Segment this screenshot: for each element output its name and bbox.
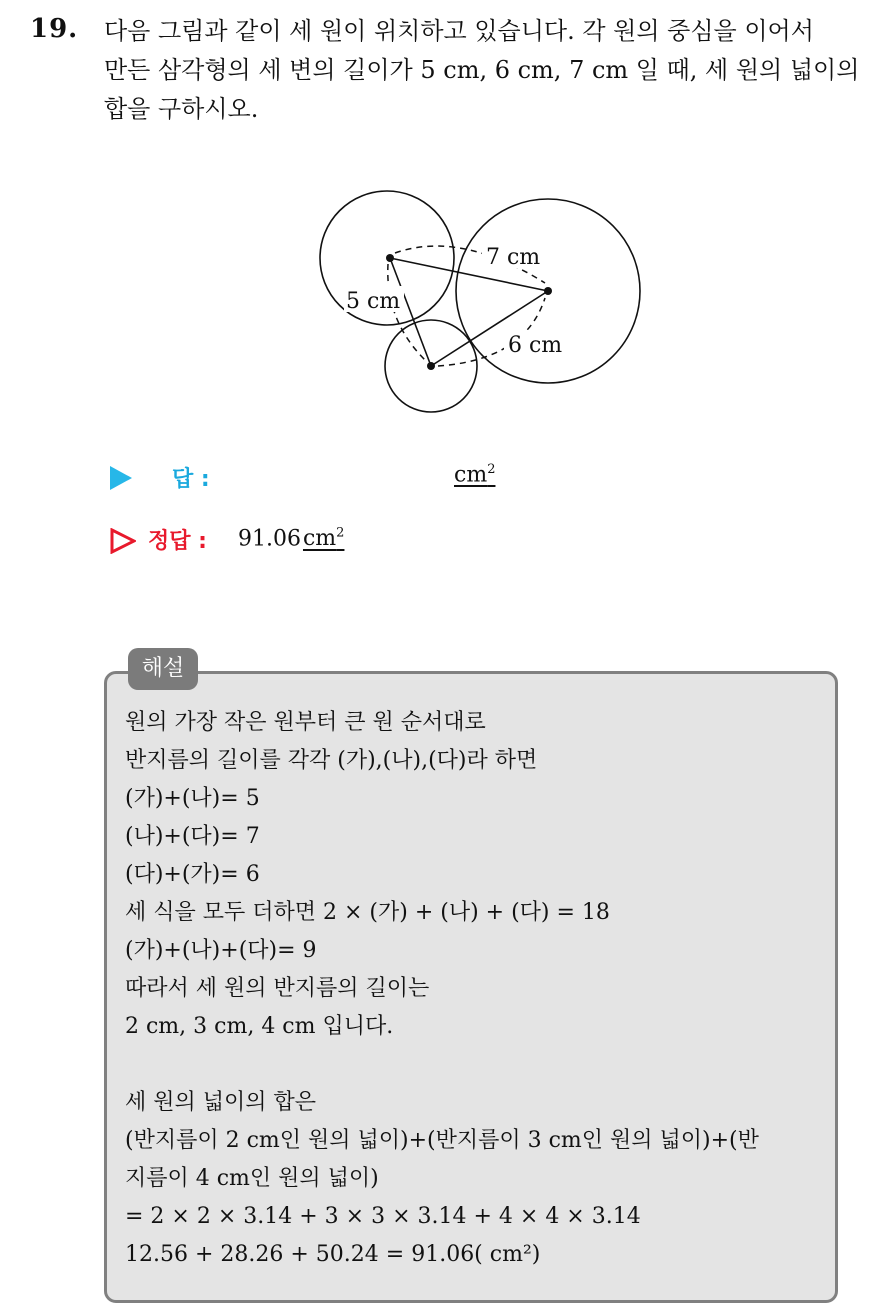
solution-line: = 2 × 2 × 3.14 + 3 × 3 × 3.14 + 4 × 4 × 3.14 bbox=[125, 1204, 641, 1229]
correct-unit-text: cm bbox=[302, 526, 337, 552]
solution-line: (다)+(가)= 6 bbox=[125, 862, 260, 887]
solution-line: 지름이 4 cm인 원의 넓이) bbox=[125, 1166, 379, 1191]
correct-unit-exponent: 2 bbox=[336, 526, 345, 541]
solution-line-blank bbox=[125, 1046, 837, 1084]
label-7cm: 7 cm bbox=[486, 245, 541, 270]
question-line: 합을 구하시오. bbox=[104, 95, 259, 123]
solution-line: 따라서 세 원의 반지름의 길이는 bbox=[125, 976, 430, 1001]
label-6cm: 6 cm bbox=[508, 333, 563, 358]
answer-unit-exponent: 2 bbox=[487, 462, 496, 477]
label-5cm: 5 cm bbox=[346, 289, 401, 314]
center-dot-small bbox=[427, 362, 435, 370]
question-number: 19. bbox=[30, 14, 79, 44]
correct-value-number: 91.06 bbox=[238, 526, 301, 552]
correct-answer-label: 정답 : bbox=[148, 529, 207, 554]
correct-answer-row bbox=[110, 524, 530, 558]
center-dot-medium bbox=[386, 254, 394, 262]
solution-line: (가)+(나)+(다)= 9 bbox=[125, 938, 317, 963]
question-line: 만든 삼각형의 세 변의 길이가 5 cm, 6 cm, 7 cm 일 때, 세 원의 넓이의 bbox=[104, 56, 860, 84]
answer-unit bbox=[454, 462, 495, 487]
solution-line: 2 cm, 3 cm, 4 cm 입니다. bbox=[125, 1014, 394, 1039]
correct-value-unit bbox=[303, 526, 344, 551]
solution-line: 12.56 + 28.26 + 50.24 = 91.06( cm²) bbox=[125, 1242, 541, 1267]
answer-label: 답 : bbox=[172, 467, 210, 492]
answer-unit-text: cm bbox=[454, 462, 488, 488]
solution-line: (반지름이 2 cm인 원의 넓이)+(반지름이 3 cm인 원의 넓이)+(반 bbox=[125, 1128, 759, 1153]
play-triangle-icon bbox=[110, 466, 132, 490]
three-circles-figure bbox=[300, 180, 650, 420]
answer-row bbox=[110, 462, 530, 494]
question-text bbox=[104, 12, 864, 129]
solution-line: 반지름의 길이를 각각 (가),(나),(다)라 하면 bbox=[125, 748, 538, 773]
solution-line: (나)+(다)= 7 bbox=[125, 824, 260, 849]
solution-tab: 해설 bbox=[128, 648, 198, 690]
solution-line: (가)+(나)= 5 bbox=[125, 786, 260, 811]
solution-line: 세 식을 모두 더하면 2 × (가) + (나) + (다) = 18 bbox=[125, 900, 610, 925]
solution-line: 원의 가장 작은 원부터 큰 원 순서대로 bbox=[125, 710, 486, 735]
solution-line: 세 원의 넓이의 합은 bbox=[125, 1090, 316, 1115]
correct-answer-value bbox=[238, 526, 344, 551]
center-dot-large bbox=[544, 287, 552, 295]
question-line: 다음 그림과 같이 세 원이 위치하고 있습니다. 각 원의 중심을 이어서 bbox=[104, 17, 814, 45]
solution-lines bbox=[125, 704, 837, 1274]
outline-triangle-icon bbox=[110, 528, 136, 554]
